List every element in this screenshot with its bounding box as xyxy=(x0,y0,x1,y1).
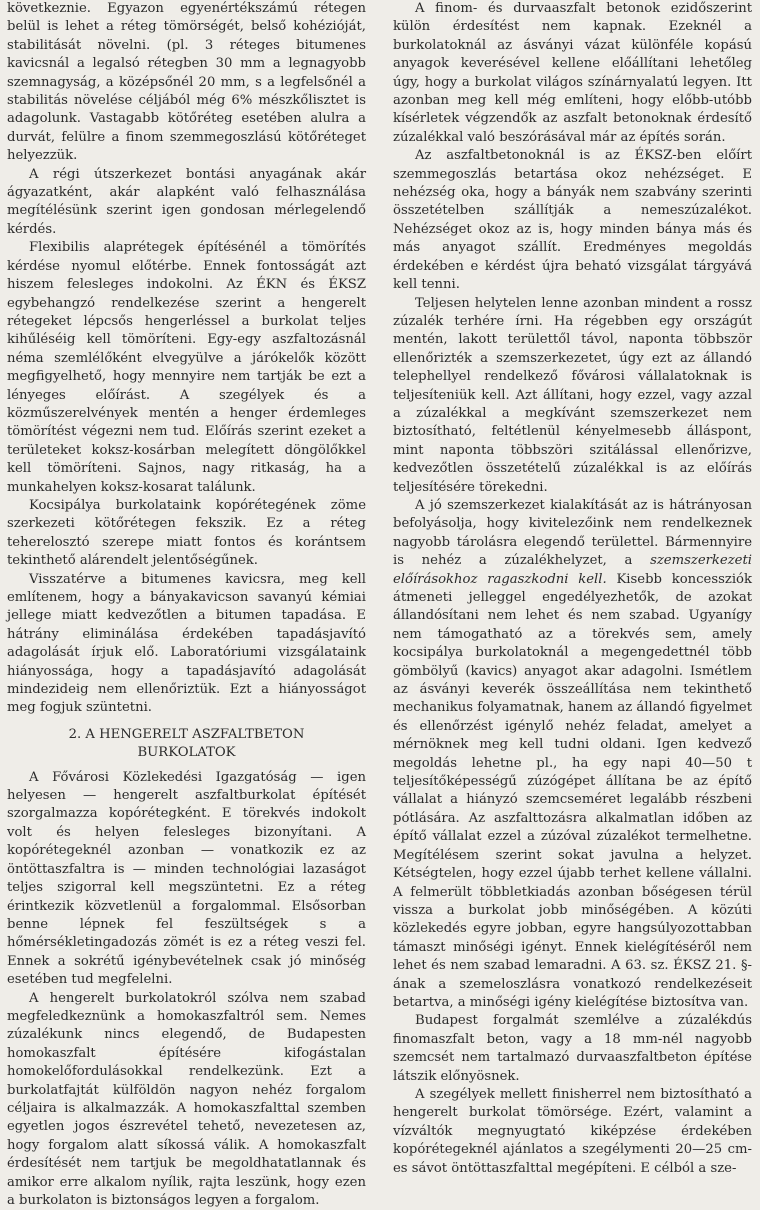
paragraph: Budapest forgalmát szemlélve a zúzalékdús finomaszfalt beton, vagy a 18 mm-nél nagyobb szemcsét nem tartalmazó durvaaszfaltbeton építése látszik előnyösnek. xyxy=(393,1013,752,1084)
paragraph: Teljesen helytelen lenne azonban mindent a rossz zúzalék terhére írni. Ha régebben egy országút mentén, lakott területtől távol, naponta többször ellenőrizték a szemszerkezetet, úgy ezt az állandó telephellyel rendelkező fővárosi vállalatoknak is teljesíteniük kell. Azt állítani, hogy ezzel, vagy azzal a zúzalékkal a megkívánt szemszerkezet nem biztosítható, feltétlenül kényelmesebb álláspont, mint naponta többszöri szitálással ellenőrizve, kedvezőtlen összetételű zúzalékkal is az előírás teljesítésére törekedni. xyxy=(393,295,752,495)
section-heading-line2: BURKOLATOK xyxy=(137,745,236,761)
paragraph: A Fővárosi Közlekedési Igazgatóság — igen helyesen — hengerelt aszfaltburkolat építését szorgalmazza kopórétegként. E törekvés indokolt volt és helyen felesleges bizonyítani. A kopórétegeknél azonban — vonatkozik ez az öntöttaszfaltra is — minden technológiai lazaságot teljes szigorral kell megszüntetni. Ez a réteg érintkezik közvetlenül a forgalommal. Elsősorban benne lépnek fel feszültségek s a hőmérsékletingadozás zömét is ez a réteg veszi fel. Ennek a sokrétű igénybevételnek csak jó minőség esetében tud megfelelni. xyxy=(7,769,366,988)
paragraph: Flexibilis alaprétegek építésénél a tömörítés kérdése nyomul előtérbe. Ennek fontosságát azt hiszem felesleges indokolni. Az ÉKN és ÉKSZ egybehangzó rendelkezése szerint a hengerelt rétegeket lépcsős hengerléssel a burkolat teljes kihűléséig kell tömöríteni. Egy-egy aszfaltozásnál néma szemlélőként elvegyülve a járókelők között megfigyelhető, hogy mennyire nem tartják be ezt a lényeges előírást. A szegélyek és a közműszerelvények mentén a henger érdemleges tömörítést végezni nem tud. Előírás szerint ezeket a területeket koksz-kosárban melegített döngölőkkel kell tömöríteni. Sajnos, nagy ritkaság, ha a munkahelyen koksz-kosarat találunk. xyxy=(7,240,366,495)
paragraph: Visszatérve a bitumenes kavicsra, meg kell említenem, hogy a bányakavicson savanyú kémiai jellege miatt kedvezőtlen a bitumen tapadása. E hátrány eliminálása érdekében tapadásjavító adagolását írjuk elő. Laboratóriumi vizsgálataink hiányossága, hogy a tapadásjavító adagolását mindezideig nem ellenőriztük. Ezt a hiányosságot meg fogjuk szüntetni. xyxy=(7,571,366,716)
left-column xyxy=(7,0,366,1208)
paragraph: Az aszfaltbetonoknál is az ÉKSZ-ben előírt szemmegoszlás betartása okoz nehézséget. E nehézség oka, hogy a bányák nem szabvány szerinti összetételben szállítják a nemeszúzalékot. Nehézséget okoz az is, hogy minden bánya más és más anyagot szállít. Eredményes megoldás érdekében e kérdést újra beható vizsgálat tárgyává kell tenni. xyxy=(393,148,752,293)
paragraph-text: Kisebb koncessziók átmeneti jelleggel engedélyezhetők, de azokat állandósítani nem lehet és nem szabad. Ugyanígy nem támogatható az a törekvés sem, amely kocsipálya burkolatoknál a megengedettnél több gömbölyű (kavics) anyagot akar adagolni. Ismétlem az ásványi keverék összeállítása nem tekinthető mechanikus folyamatnak, hanem az állandó figyelmet és ellenőrzést igénylő nehéz feladat, amelyet a mérnöknek meg kell tudni oldani. Igen kedvező megoldás lehetne pl., ha egy napi 40—50 t teljesítőképességű zúzógépet állítana be az építő vállalat a hiányzó szemcseméret legalább részbeni pótlására. Az aszfalttozásra alkalmatlan időben az építő vállalat ezzel a zúzóval zúzalékot termelhetne. Megítélésem szerint sokat javulna a helyzet. Kétségtelen, hogy ezzel újabb terhet kellene vállalni. A felmerült többletkiadás azonban bőségesen térül vissza a burkolat jobb minőségében. A közúti közlekedés egyre jobban, egyre hangsúlyozottabban támaszt minőségi igényt. Ennek kielégítéséről nem lehet és nem szabad lemaradni. A 63. sz. ÉKSZ 21. §-ának a szemeloszlásra vonatkozó rendelkezéseit betartva, a minőségi igény kielégítése biztosítva van. xyxy=(393,571,752,1010)
right-column xyxy=(393,0,752,1176)
section-heading xyxy=(7,726,366,763)
paragraph: A finom- és durvaaszfalt betonok ezidőszerint külön érdesítést nem kapnak. Ezeknél a burkolatoknál az ásványi vázat különféle kopású anyagok keverésével kellene előállítani lehetőleg úgy, hogy a burkolat világos színárnyalatú legyen. Itt azonban meg kell még említeni, hogy előbb-utóbb kísérletek végzendők az aszfalt betonoknak érdesítő zúzalékkal való beszórásával már az építés során. xyxy=(393,1,752,145)
paragraph: A hengerelt burkolatokról szólva nem szabad megfeledkeznünk a homokaszfaltról sem. Nemes zúzalékunk nincs elegendő, de Budapesten homokaszfalt építésére kifogástalan homokelőfordulásokkal rendelkezünk. Ezt a burkolatfajtát külföldön nagyon nehéz forgalom céljaira is alkalmazzák. A homokaszfalttal szemben egyetlen jogos észrevétel tehető, nevezetesen az, hogy forgalom alatt síkossá válik. A homokaszfalt érdesítését nem tartjuk be megoldhatatlannak és amikor erre alkalom nyílik, rajta leszünk, hogy ezen a burkolaton is biztonságos legyen a forgalom. xyxy=(7,990,366,1208)
emphasis-text: szemszerkezeti előírásokhoz ragaszkodni kell. xyxy=(393,553,752,587)
paragraph: A régi útszerkezet bontási anyagának akár ágyazatként, akár alapként való felhasználása megítélésünk szerint igen gondosan mérlegelendő kérdés. xyxy=(7,166,366,237)
paragraph: A szegélyek mellett finisherrel nem biztosítható a hengerelt burkolat tömörsége. Ezért, valamint a vízváltók megnyugtató kiképzése érdekében kopórétegeknél ajánlatos a szegélymenti 20—25 cm-es sávot öntöttaszfalttal megépíteni. E célból a sze- xyxy=(393,1086,752,1176)
section-heading-line1: 2. A HENGERELT ASZFALTBETON xyxy=(68,726,305,742)
paragraph: következnie. Egyazon egyenértékszámú rétegen belül is lehet a réteg tömörségét, belső kohézióját, stabilitását növelni. (pl. 3 réteges bitumenes kavicsnál a legalsó rétegben 30 mm a legnagyobb szemnagyság, a középsőnél 20 mm, s a legfelsőnél a stabilitás növelése céljából még 6% mészkőlisztet is adagolunk. Vastagabb kötőréteg esetében alulra a durvát, felülre a finom szemmegoszlású kötőréteget helyezzük. xyxy=(7,1,366,164)
paragraph-text: A jó szemszerkezet kialakítását az is hátrányosan befolyásolja, hogy kivitelezőink nem rendelkeznek nagyobb tárolásra elegendő területtel. Bármennyire is nehéz a zúzalékhelyzet, a xyxy=(393,497,752,569)
paragraph: Kocsipálya burkolataink kopórétegének zöme szerkezeti kötőrétegen fekszik. Ez a réteg teherelosztó szerepe miatt fontos és korántsem tekinthető alárendelt jelentőségűnek. xyxy=(7,497,366,569)
paragraph xyxy=(393,497,752,1012)
